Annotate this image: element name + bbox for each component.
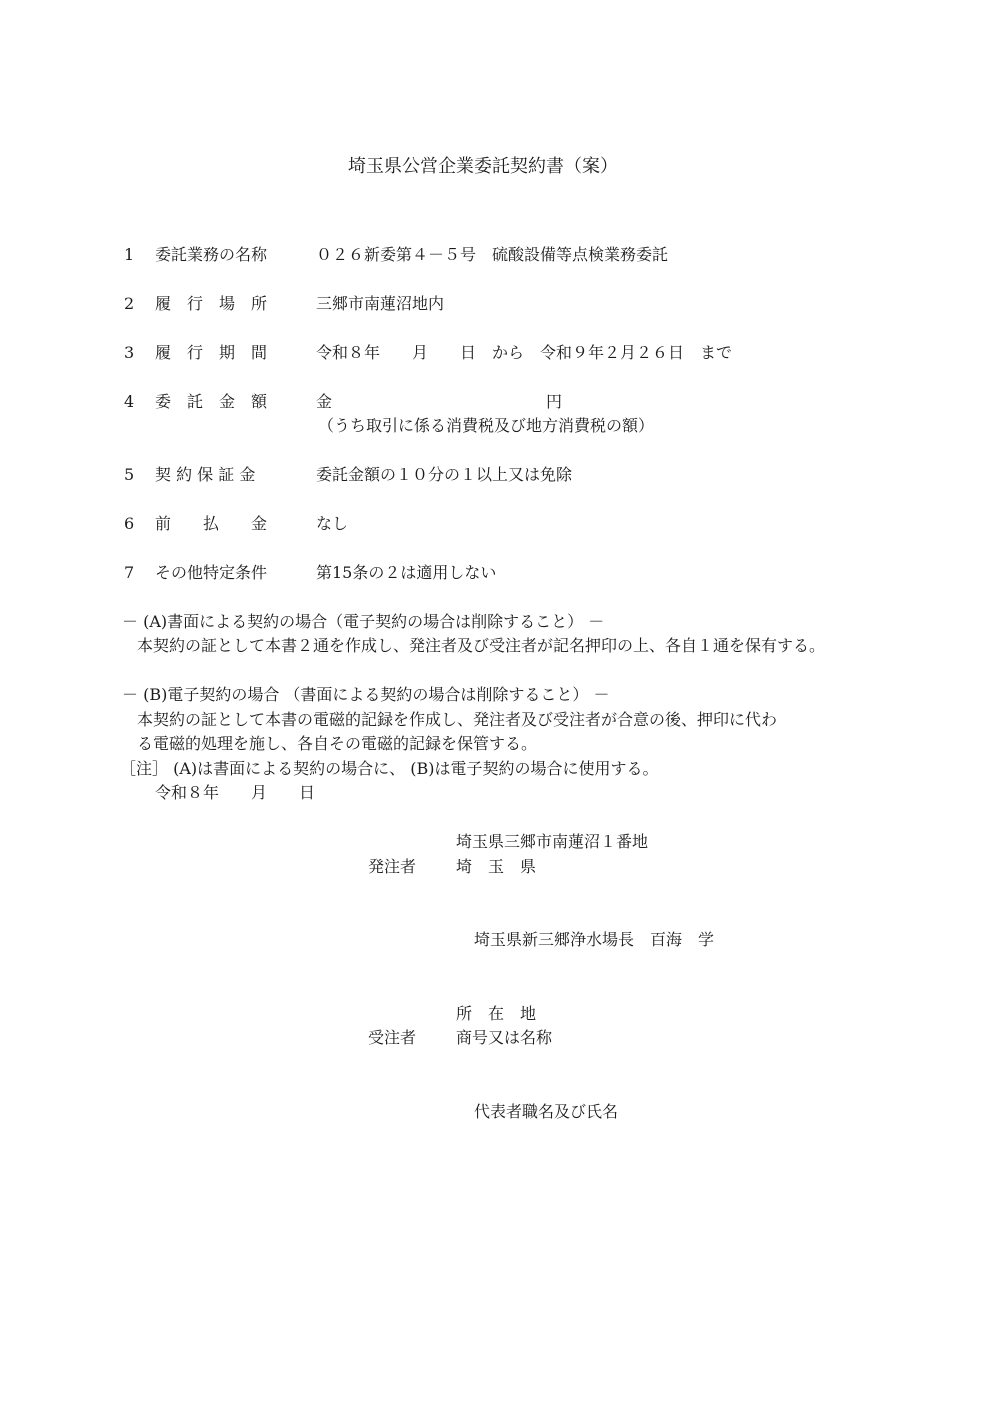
item-4-label: 委 託 金 額 <box>155 392 268 411</box>
item-5-label: 契 約 保 証 金 <box>155 465 256 484</box>
item-1-number: 1 <box>124 245 135 264</box>
contractor-role: 受注者 <box>368 1028 417 1047</box>
item-4-unit: 円 <box>546 392 563 411</box>
orderer-representative: 埼玉県新三郷浄水場長 百海 学 <box>474 930 715 949</box>
item-7-label: その他特定条件 <box>155 563 268 582</box>
item-3-label: 履 行 期 間 <box>155 343 268 362</box>
document-title: 埼玉県公営企業委託契約書（案） <box>348 156 618 177</box>
item-4-number: 4 <box>124 392 135 411</box>
clause-b-body-line1: 本契約の証として本書の電磁的記録を作成し、発注者及び受注者が合意の後、押印に代わ <box>137 710 778 729</box>
item-6-value: なし <box>316 514 349 533</box>
item-2-label: 履 行 場 所 <box>155 294 268 313</box>
contractor-representative-label: 代表者職名及び氏名 <box>474 1102 619 1121</box>
orderer-address: 埼玉県三郷市南蓮沼１番地 <box>456 832 649 851</box>
contract-date: 令和８年 月 日 <box>155 783 316 802</box>
item-2-value: 三郷市南蓮沼地内 <box>316 294 445 313</box>
usage-note: ［注］ (A)は書面による契約の場合に、 (B)は電子契約の場合に使用する。 <box>120 759 659 778</box>
orderer-role: 発注者 <box>368 857 417 876</box>
contractor-company-label: 商号又は名称 <box>456 1028 553 1047</box>
item-5-value: 委託金額の１０分の１以上又は免除 <box>316 465 573 484</box>
item-3-value: 令和８年 月 日 から 令和９年２月２６日 まで <box>316 343 733 362</box>
item-4-note: （うち取引に係る消費税及び地方消費税の額） <box>318 416 655 435</box>
clause-a-body: 本契約の証として本書２通を作成し、発注者及び受注者が記名押印の上、各自１通を保有する。 <box>137 636 826 655</box>
item-6-number: 6 <box>124 514 135 533</box>
item-1-value: ０２６新委第４－５号 硫酸設備等点検業務委託 <box>316 245 669 264</box>
clause-a-heading: － (A)書面による契約の場合（電子契約の場合は削除すること） － <box>122 612 605 631</box>
clause-b-body-line2: る電磁的処理を施し、各自その電磁的記録を保管する。 <box>137 734 538 753</box>
item-5-number: 5 <box>124 465 135 484</box>
item-6-label: 前 払 金 <box>155 514 268 533</box>
item-4-value: 金 <box>316 392 333 411</box>
contractor-address-label: 所 在 地 <box>456 1004 537 1023</box>
orderer-name: 埼 玉 県 <box>456 857 537 876</box>
item-7-value: 第15条の２は適用しない <box>316 563 497 582</box>
item-7-number: 7 <box>124 563 135 582</box>
item-2-number: 2 <box>124 294 135 313</box>
item-3-number: 3 <box>124 343 135 362</box>
clause-b-heading: － (B)電子契約の場合 （書面による契約の場合は削除すること） － <box>122 685 610 704</box>
item-1-label: 委託業務の名称 <box>155 245 268 264</box>
